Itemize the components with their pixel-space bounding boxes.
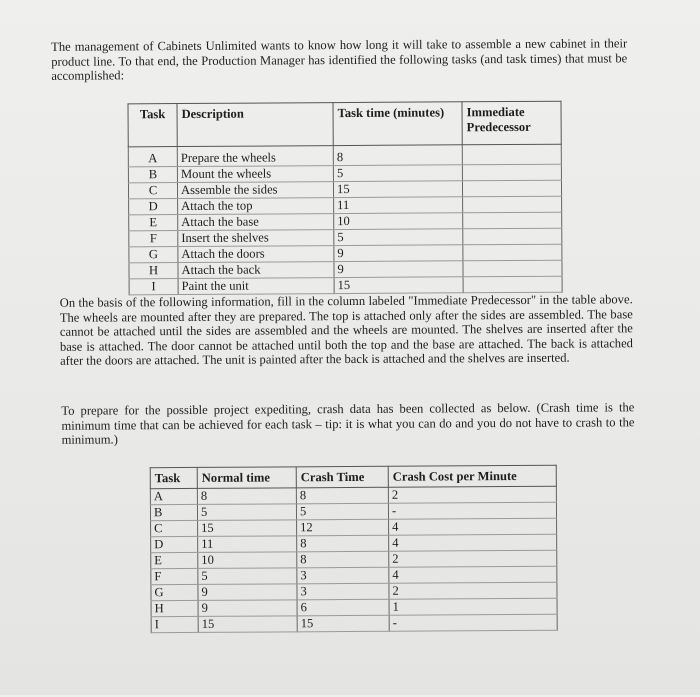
task-id: H — [129, 263, 178, 279]
task-description: Assemble the sides — [177, 182, 333, 199]
predecessor-cell — [462, 164, 561, 181]
header-crash-cost: Crash Cost per Minute — [388, 465, 556, 487]
table-row — [129, 276, 562, 295]
crash-time: 8 — [297, 551, 389, 568]
crash-time: 12 — [297, 519, 389, 536]
table-row — [151, 614, 557, 632]
crash-table — [150, 465, 558, 633]
normal-time: 11 — [198, 536, 297, 553]
normal-time: 9 — [198, 584, 297, 601]
header-normal-time: Normal time — [197, 467, 296, 489]
predecessor-cell — [463, 260, 562, 277]
normal-time: 15 — [198, 616, 297, 633]
task-description: Attach the base — [178, 214, 334, 231]
crash-time: 5 — [296, 503, 388, 520]
task-id: I — [129, 279, 178, 295]
crash-time: 8 — [297, 535, 389, 552]
task-id: B — [128, 167, 177, 183]
task-id: A — [150, 488, 197, 504]
crash-cost: 4 — [389, 518, 557, 535]
crash-cost: 2 — [389, 550, 557, 567]
task-time: 11 — [334, 197, 463, 214]
normal-time: 5 — [197, 504, 296, 521]
instructions-paragraph: On the basis of the following information, fill in the column labeled "Immediate Predecessor" in the table above. The wheels are mounted after they are prepared. The top is attached only after the sides are assembled. The base cannot be attached until the sides are assembled and the wheels are mounted. The shelves are inserted after the base is attached. The door cannot be attached until both the top and the base are attached. The back is attached after the doors are attached. The unit is painted after the back is attached and the shelves are inserted. — [59, 292, 634, 369]
normal-time: 5 — [198, 568, 297, 585]
crash-cost: 2 — [389, 582, 557, 599]
crash-time: 8 — [296, 487, 388, 504]
task-id: C — [128, 183, 177, 199]
task-table — [127, 101, 562, 296]
task-time: 9 — [334, 261, 463, 278]
task-id: D — [151, 536, 198, 552]
intro-paragraph: The management of Cabinets Unlimited wants to know how long it will take to assemble a new cabinet in their product line. To that end, the Production Manager has identified the following tasks (and task times) that must be accomplished: — [51, 36, 628, 84]
crash-time: 3 — [297, 583, 389, 600]
predecessor-cell — [463, 276, 562, 293]
task-description: Paint the unit — [178, 278, 334, 295]
predecessor-cell — [463, 196, 562, 213]
task-id: B — [150, 504, 197, 520]
normal-time: 10 — [198, 552, 297, 569]
task-time: 5 — [333, 165, 462, 182]
header-crash-time: Crash Time — [296, 466, 388, 488]
task-id: D — [129, 199, 178, 215]
task-id: A — [128, 147, 177, 167]
task-description: Prepare the wheels — [177, 146, 333, 167]
task-time: 15 — [334, 277, 463, 294]
task-time: 8 — [333, 145, 462, 166]
header-task-time: Task time (minutes) — [333, 102, 462, 146]
header-immediate-predecessor: Immediate Predecessor — [462, 101, 561, 145]
crash-table-header-row — [150, 465, 556, 488]
task-id: G — [151, 584, 198, 600]
normal-time: 9 — [198, 600, 297, 617]
predecessor-cell — [462, 180, 561, 197]
crash-time: 6 — [297, 599, 389, 616]
crash-time: 15 — [297, 615, 389, 632]
task-id: F — [151, 568, 198, 584]
task-id: G — [129, 247, 178, 263]
crash-cost: 4 — [389, 534, 557, 551]
task-description: Mount the wheels — [177, 166, 333, 183]
predecessor-cell — [462, 144, 561, 165]
normal-time: 15 — [198, 520, 297, 537]
task-time: 5 — [334, 229, 463, 246]
crash-cost: 2 — [388, 486, 556, 503]
predecessor-cell — [463, 212, 562, 229]
task-id: E — [129, 215, 178, 231]
task-id: E — [151, 552, 198, 568]
task-description: Attach the back — [178, 262, 334, 279]
task-id: I — [151, 616, 198, 632]
normal-time: 8 — [197, 488, 296, 505]
predecessor-cell — [463, 228, 562, 245]
header-description: Description — [177, 103, 333, 147]
crash-time: 3 — [297, 567, 389, 584]
crash-cost: - — [389, 614, 557, 631]
crash-cost: - — [388, 502, 556, 519]
task-id: C — [151, 520, 198, 536]
task-description: Attach the doors — [178, 246, 334, 263]
task-time: 10 — [334, 213, 463, 230]
task-description: Attach the top — [178, 198, 334, 215]
header-task: Task — [128, 104, 177, 147]
task-id: F — [129, 231, 178, 247]
task-id: H — [151, 600, 198, 616]
header-task: Task — [150, 467, 197, 488]
table-row — [128, 144, 561, 167]
crash-intro-paragraph: To prepare for the possible project expediting, crash data has been collected as below. (Crash time is the minimum time that can be achieved for each task – tip: it is what you can do and you do not have to crash to the minimum.) — [61, 400, 635, 447]
task-description: Insert the shelves — [178, 230, 334, 247]
task-table-header-row — [128, 101, 561, 147]
task-time: 15 — [333, 181, 462, 198]
crash-cost: 1 — [389, 598, 557, 615]
predecessor-cell — [463, 244, 562, 261]
crash-cost: 4 — [389, 566, 557, 583]
task-time: 9 — [334, 245, 463, 262]
